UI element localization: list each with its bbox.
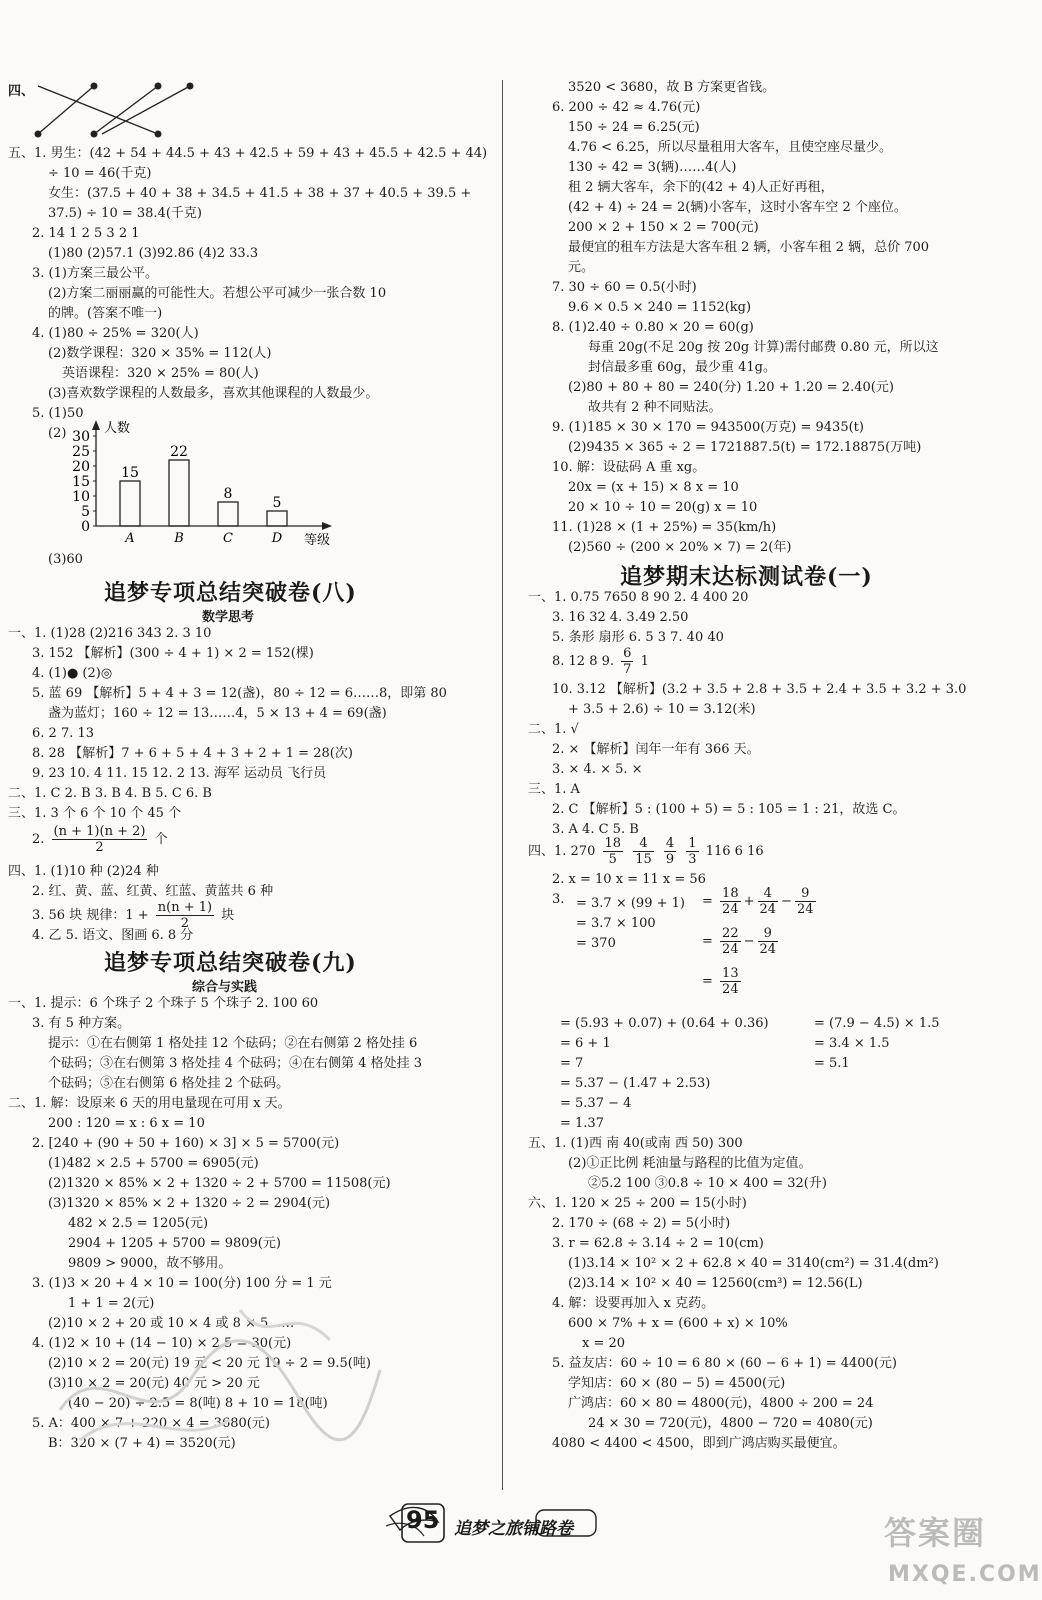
text-line: 2. × 【解析】闰年一年有 366 天。 bbox=[552, 742, 760, 757]
bar-d bbox=[267, 511, 287, 526]
text-line: 个砝码；⑤在右侧第 6 格处挂 2 个砝码。 bbox=[48, 1076, 290, 1091]
fraction bbox=[156, 900, 214, 931]
text-line: 9. 23 10. 4 11. 15 12. 2 13. 海军 运动员 飞行员 bbox=[32, 766, 327, 781]
formula-line bbox=[32, 824, 168, 855]
text-line: (2)560 ÷ (200 × 20% × 7) = 2(年) bbox=[568, 540, 792, 555]
text-line: 482 × 2.5 = 1205(元) bbox=[68, 1216, 209, 1231]
calc-line: = (5.93 + 0.07) + (0.64 + 0.36) bbox=[560, 1016, 769, 1031]
numerator: 18 bbox=[722, 886, 739, 901]
numerator: n(n + 1) bbox=[157, 900, 213, 915]
text-line: (1)482 × 2.5 + 5700 = 6905(元) bbox=[48, 1156, 259, 1171]
denominator: 3 bbox=[688, 852, 697, 867]
text-line: 3. r = 62.8 ÷ 3.14 ÷ 2 = 10(cm) bbox=[552, 1236, 764, 1251]
text-line: ②5.2 100 ③0.8 ÷ 10 × 400 = 32(升) bbox=[588, 1176, 827, 1191]
text-line: 6. 2 7. 13 bbox=[32, 726, 95, 741]
text-line: 5. 益友店：60 ÷ 10 = 6 80 × (60 − 6 + 1) = 4400(元) bbox=[552, 1356, 897, 1371]
denominator: 24 bbox=[722, 982, 739, 997]
column-divider bbox=[502, 80, 503, 1490]
text-line: 1 + 1 = 2(元) bbox=[68, 1296, 155, 1311]
text-line: 9809 > 9000，故不够用。 bbox=[68, 1256, 232, 1271]
text-line: 200 : 120 = x : 6 x = 10 bbox=[48, 1116, 205, 1131]
calc-line: = 3.7 × (99 + 1) bbox=[576, 896, 685, 911]
bar-chart bbox=[62, 416, 382, 546]
section-heading: 追梦专项总结突破卷(八) bbox=[104, 580, 357, 606]
watermark bbox=[880, 1500, 1042, 1596]
fraction bbox=[621, 646, 633, 677]
bar-value-label: 8 bbox=[223, 486, 233, 502]
text-line: 盏为蓝灯；160 ÷ 12 = 13……4，5 × 13 + 4 = 69(盏) bbox=[48, 706, 387, 721]
x-axis-arrow bbox=[322, 522, 332, 530]
text-line: 英语课程：320 × 25% = 80(人) bbox=[62, 366, 259, 381]
text-line: 一、1. (1)28 (2)216 343 2. 3 10 bbox=[8, 626, 212, 641]
text-line: (2)10 × 2 = 20(元) 19 元 < 20 元 19 ÷ 2 = 9.5(吨) bbox=[48, 1356, 371, 1371]
numerator: 4 bbox=[665, 836, 675, 851]
text-line: 3. (1)方案三最公平。 bbox=[32, 266, 158, 281]
calc-line: = 6 + 1 bbox=[560, 1036, 611, 1051]
watermark-text-top: 答案圈 bbox=[884, 1514, 987, 1552]
item-number: 2. bbox=[32, 832, 45, 847]
brand-logo-text: 追梦之旅铺路卷 bbox=[454, 1519, 573, 1539]
text-line: 4. 乙 5. 语文、图画 6. 8 分 bbox=[32, 928, 194, 943]
match-dot bbox=[155, 131, 162, 138]
x-tick-label: A bbox=[125, 531, 135, 546]
text-line: (2)数学课程：320 × 35% = 112(人) bbox=[48, 346, 272, 361]
text-line: 个砝码；③在右侧第 3 格处挂 4 个砝码；④在右侧第 4 格处挂 3 bbox=[48, 1056, 423, 1071]
fraction bbox=[795, 886, 816, 917]
section-subheading: 综合与实践 bbox=[192, 980, 258, 995]
denominator: 15 bbox=[635, 852, 652, 867]
unit-text: 个 bbox=[154, 832, 168, 847]
denominator: 24 bbox=[722, 902, 739, 917]
text-line: 一、1. 0.75 7650 8 90 2. 4 400 20 bbox=[528, 590, 749, 605]
text-line: (3)10 × 2 = 20(元) 40 元 > 20 元 bbox=[48, 1376, 260, 1391]
text-line: 24 × 30 = 720(元)，4800 − 720 = 4080(元) bbox=[588, 1416, 873, 1431]
text-line: 三、1. A bbox=[528, 782, 580, 797]
denominator: 5 bbox=[608, 852, 617, 867]
watermark-text-bottom: MXQE.COM bbox=[888, 1562, 1042, 1587]
text-line: 广鸿店：60 × 80 = 4800(元)，4800 ÷ 200 = 24 bbox=[568, 1396, 874, 1411]
formula-line: = $\frac{18}{24}$ + $\frac{4}{24}$ − $\frac{9}{24}$ bbox=[702, 886, 814, 917]
text-line: 2904 + 1205 + 5700 = 9809(元) bbox=[68, 1236, 281, 1251]
section-4-label: 四、 bbox=[8, 84, 35, 99]
numerator: 6 bbox=[623, 646, 632, 661]
bar-value-label: 22 bbox=[170, 444, 188, 460]
match-line bbox=[38, 86, 94, 134]
text-line: 2. 170 ÷ (68 ÷ 2) = 5(小时) bbox=[552, 1216, 731, 1231]
text-line: (1)3.14 × 10² × 2 + 62.8 × 40 = 3140(cm²) = 31.4(dm²) bbox=[568, 1256, 939, 1271]
page-number: 95 bbox=[406, 1506, 440, 1534]
x-tick-label: B bbox=[174, 531, 184, 546]
equals-sign: = bbox=[702, 894, 713, 909]
text-line: 5. 蓝 69 【解析】5 + 4 + 3 = 12(盏)，80 ÷ 12 = 6……8，即第 80 bbox=[32, 686, 447, 701]
match-dot bbox=[155, 83, 162, 90]
equals-sign: = bbox=[702, 934, 713, 949]
text-line: 3. 152 【解析】(300 ÷ 4 + 1) × 2 = 152(棵) bbox=[32, 646, 314, 661]
numerator: 13 bbox=[722, 966, 739, 981]
calc-line: = (7.9 − 4.5) × 1.5 bbox=[814, 1016, 940, 1031]
calc-line: = 370 bbox=[576, 936, 616, 951]
numerator: 4 bbox=[633, 836, 654, 852]
text-line: 提示：①在右侧第 1 格处挂 12 个砝码；②在右侧第 2 格处挂 6 bbox=[48, 1036, 418, 1051]
text-line: 8. 28 【解析】7 + 6 + 5 + 4 + 3 + 2 + 1 = 28(次) bbox=[32, 746, 353, 761]
section-heading: 追梦专项总结突破卷(九) bbox=[104, 950, 357, 976]
fraction bbox=[720, 926, 741, 957]
formula-line bbox=[702, 966, 744, 997]
formula-prefix: 四、1. 270 bbox=[528, 844, 596, 859]
text-line: 3. (1)3 × 20 + 4 × 10 = 100(分) 100 分 = 1 元 bbox=[32, 1276, 332, 1291]
formula-line bbox=[32, 900, 234, 931]
text-line: 故共有 2 种不同贴法。 bbox=[588, 400, 722, 415]
y-tick-label: 25 bbox=[72, 444, 90, 460]
text-line: 8. (1)2.40 ÷ 0.80 × 20 = 60(g) bbox=[552, 320, 754, 335]
match-dot bbox=[91, 83, 98, 90]
match-line bbox=[38, 86, 158, 134]
numerator: 9 bbox=[795, 886, 816, 902]
y-tick-label: 0 bbox=[81, 519, 90, 535]
text-line: 4. (1)80 ÷ 25% = 320(人) bbox=[32, 326, 199, 341]
bar-c bbox=[218, 502, 238, 526]
formula-line: = $\frac{22}{24}$ − $\frac{9}{24}$ bbox=[702, 926, 777, 957]
text-line: ÷ 10 = 46(千克) bbox=[48, 166, 152, 181]
match-dot bbox=[35, 131, 42, 138]
text-line: 租 2 辆大客车，余下的(42 + 4)人正好再租， bbox=[568, 180, 834, 195]
text-line: (2)80 + 80 + 80 = 240(分) 1.20 + 1.20 = 2.40(元) bbox=[568, 380, 894, 395]
text-line: 2. [240 + (90 + 50 + 160) × 3] × 5 = 5700(元) bbox=[32, 1136, 340, 1151]
text-line: 2. x = 10 x = 11 x = 56 bbox=[552, 872, 706, 887]
denominator: 24 bbox=[759, 902, 777, 917]
calc-line: = 7 bbox=[560, 1056, 584, 1071]
text-line: x = 20 bbox=[582, 1336, 626, 1351]
formula-line bbox=[552, 646, 649, 677]
text-line: (2)9435 × 365 ÷ 2 = 1721887.5(t) = 172.18875(万吨) bbox=[568, 440, 922, 455]
text-line: 一、1. 提示：6 个珠子 2 个珠子 5 个珠子 2. 100 60 bbox=[8, 996, 319, 1011]
denominator: 2 bbox=[95, 840, 104, 855]
text-line: (2)10 × 2 + 20 或 10 × 4 或 8 × 5…… bbox=[48, 1316, 295, 1331]
fraction bbox=[720, 966, 741, 997]
text-line: 150 ÷ 24 = 6.25(元) bbox=[568, 120, 700, 135]
text-line: 6. 200 ÷ 42 ≈ 4.76(元) bbox=[552, 100, 701, 115]
text-line: 4.76 < 6.25，所以尽量租用大客车，且使空座尽量少。 bbox=[568, 140, 893, 155]
text-line: 二、1. √ bbox=[528, 722, 579, 737]
bar-value-label: 5 bbox=[272, 495, 282, 511]
text-line: 37.5) ÷ 10 = 38.4(千克) bbox=[48, 206, 202, 221]
text-line: 六、1. 120 × 25 ÷ 200 = 15(小时) bbox=[528, 1196, 747, 1211]
equals-sign: = bbox=[702, 974, 713, 989]
text-line: 封信最多重 60g，最少重 41g。 bbox=[588, 360, 776, 375]
text-line: 4080 < 4400 < 4500，即到广鸿店购买最便宜。 bbox=[552, 1436, 846, 1451]
text-line: 20 × 10 ÷ 10 = 20(g) x = 10 bbox=[568, 500, 758, 515]
bar-b bbox=[169, 460, 189, 526]
answer-text: 1 bbox=[640, 654, 649, 669]
y-tick-label: 30 bbox=[72, 429, 90, 445]
denominator: 24 bbox=[722, 942, 739, 957]
text-line: (42 + 4) ÷ 24 = 2(辆)小客车，这时小客车空 2 个座位。 bbox=[568, 200, 907, 215]
text-line: 3. × 4. × 5. × bbox=[552, 762, 643, 777]
text-line: 5. (1)50 bbox=[32, 406, 84, 421]
text-line: 600 × 7% + x = (600 + x) × 10% bbox=[568, 1316, 788, 1331]
text-line: 学知店：60 × (80 − 5) = 4500(元) bbox=[568, 1376, 786, 1391]
text-line: 每重 20g(不足 20g 按 20g 计算)需付邮费 0.80 元，所以这 bbox=[588, 340, 939, 355]
text-line: 5. A：400 × 7 + 220 × 4 = 3680(元) bbox=[32, 1416, 270, 1431]
bar-a bbox=[120, 481, 140, 526]
fraction bbox=[52, 824, 148, 855]
text-line: 三、1. 3 个 6 个 10 个 45 个 bbox=[8, 806, 182, 821]
match-line bbox=[102, 86, 190, 134]
match-line bbox=[94, 86, 158, 134]
text-line: B：320 × (7 + 4) = 3520(元) bbox=[48, 1436, 236, 1451]
text-line: 9.6 × 0.5 × 240 = 1152(kg) bbox=[568, 300, 752, 315]
faint-watermark-scribble bbox=[40, 1290, 400, 1460]
fraction bbox=[758, 886, 779, 917]
text-line: 10. 解：设砝码 A 重 xg。 bbox=[552, 460, 706, 475]
numerator: 22 bbox=[722, 926, 739, 941]
text-line: (2)1320 × 85% × 2 + 1320 ÷ 2 + 5700 = 11508(元) bbox=[48, 1176, 391, 1191]
text-line: 200 × 2 + 150 × 2 = 700(元) bbox=[568, 220, 759, 235]
fraction bbox=[603, 836, 624, 867]
y-axis-label: 人数 bbox=[104, 421, 131, 436]
numerator: (n + 1)(n + 2) bbox=[53, 824, 146, 839]
text-line: 二、1. C 2. B 3. B 4. B 5. C 6. B bbox=[8, 786, 212, 801]
y-tick-label: 15 bbox=[72, 474, 90, 490]
calc-line: = 1.37 bbox=[560, 1116, 604, 1131]
match-dot bbox=[91, 131, 98, 138]
text-line: 四、1. (1)10 种 (2)24 种 bbox=[8, 864, 159, 879]
text-line: (2)①正比例 耗油量与路程的比值为定值。 bbox=[568, 1156, 812, 1171]
numerator: 9 bbox=[758, 926, 779, 942]
denominator: 7 bbox=[623, 662, 632, 677]
unit-text: 块 bbox=[221, 908, 235, 923]
text-line: 10. 3.12 【解析】(3.2 + 3.5 + 2.8 + 3.5 + 2.4 + 3.5 + 3.2 + 3.0 bbox=[552, 682, 967, 697]
text-line: 五、1. 男生：(42 + 54 + 44.5 + 43 + 42.5 + 59 + 43 + 45.5 + 42.5 + 44) bbox=[8, 146, 488, 161]
calc-line: = 3.7 × 100 bbox=[576, 916, 656, 931]
page-footer bbox=[380, 1496, 620, 1556]
denominator: 24 bbox=[759, 942, 777, 957]
section-heading: 追梦期末达标测试卷(一) bbox=[620, 564, 873, 590]
fraction bbox=[758, 926, 779, 957]
text-line: (2)方案二丽丽赢的可能性大。若想公平可减少一张合数 10 bbox=[48, 286, 387, 301]
y-axis-arrow bbox=[92, 420, 100, 430]
x-axis-label: 等级 bbox=[304, 533, 331, 548]
section-subheading: 数学思考 bbox=[202, 610, 255, 625]
text-line: (2)3.14 × 10² × 40 = 12560(cm³) = 12.56(L) bbox=[568, 1276, 863, 1291]
text-line: 20x = (x + 15) × 8 x = 10 bbox=[568, 480, 739, 495]
text-line: 女生：(37.5 + 40 + 38 + 34.5 + 41.5 + 38 + 37 + 40.5 + 39.5 + bbox=[48, 186, 472, 201]
numerator: 4 bbox=[758, 886, 779, 902]
y-tick-label: 10 bbox=[72, 489, 90, 505]
formula-prefix: 3. 56 块 规律：1 + bbox=[32, 908, 149, 923]
denominator: 2 bbox=[180, 916, 190, 931]
text-line: 2. C 【解析】5 : (100 + 5) = 5 : 105 = 1 : 21，故选 C。 bbox=[552, 802, 906, 817]
text-line: 二、1. 解：设原来 6 天的用电量现在可用 x 天。 bbox=[8, 1096, 291, 1111]
text-line: 4. 解：设要再加入 x 克药。 bbox=[552, 1296, 715, 1311]
text-line: 7. 30 ÷ 60 = 0.5(小时) bbox=[552, 280, 697, 295]
text-line: 9. (1)185 × 30 × 170 = 943500(万克) = 9435(t) bbox=[552, 420, 864, 435]
calc-line: = 5.37 − 4 bbox=[560, 1096, 632, 1111]
text-line: 2. 红、黄、蓝、红黄、红蓝、黄蓝共 6 种 bbox=[32, 884, 274, 899]
text-line: (40 − 20) ÷ 2.5 = 8(吨) 8 + 10 = 18(吨) bbox=[68, 1396, 328, 1411]
x-tick-label: D bbox=[271, 531, 283, 546]
text-line: 2. 14 1 2 5 3 2 1 bbox=[32, 226, 140, 241]
y-tick-label: 20 bbox=[72, 459, 90, 475]
text-line: 元。 bbox=[568, 260, 595, 275]
text-line: + 3.5 + 2.6) ÷ 10 = 3.12(米) bbox=[568, 702, 756, 717]
text-line: (3)1320 × 85% × 2 + 1320 ÷ 2 = 2904(元) bbox=[48, 1196, 331, 1211]
formula-prefix: 8. 12 8 9. bbox=[552, 654, 615, 669]
numerator: 1 bbox=[688, 836, 697, 851]
numerator: 18 bbox=[604, 836, 622, 851]
calc-line: = 3.4 × 1.5 bbox=[814, 1036, 890, 1051]
denominator: 9 bbox=[665, 852, 675, 867]
text-line: 4. (1)2 × 10 + (14 − 10) × 2.5 = 30(元) bbox=[32, 1336, 292, 1351]
text-line: 5. 条形 扇形 6. 5 3 7. 40 40 bbox=[552, 630, 724, 645]
matching-lines-diagram bbox=[32, 80, 202, 142]
x-tick-label: C bbox=[223, 531, 233, 546]
fraction bbox=[686, 836, 698, 867]
bar-value-label: 15 bbox=[121, 465, 139, 481]
text-line: (2) bbox=[48, 426, 67, 441]
fraction bbox=[633, 836, 654, 867]
text-line: 3. A 4. C 5. B bbox=[552, 822, 639, 837]
formula-line bbox=[528, 836, 764, 867]
text-line: 3. 有 5 种方案。 bbox=[32, 1016, 131, 1031]
fraction bbox=[720, 886, 741, 917]
text-line: 130 ÷ 42 = 3(辆)……4(人) bbox=[568, 160, 737, 175]
text-line: (3)60 bbox=[48, 552, 83, 567]
text-line: (1)80 (2)57.1 (3)92.86 (4)2 33.3 bbox=[48, 246, 259, 261]
denominator: 24 bbox=[796, 902, 814, 917]
text-line: 的牌。(答案不唯一) bbox=[48, 306, 163, 321]
text-line: (3)喜欢数学课程的人数最多，喜欢其他课程的人数最少。 bbox=[48, 386, 379, 401]
y-tick-label: 5 bbox=[81, 504, 90, 520]
calc-line: = 5.1 bbox=[814, 1056, 850, 1071]
text-line: 最便宜的租车方法是大客车租 2 辆，小客车租 2 辆，总价 700 bbox=[568, 240, 930, 255]
text-line: 3. 16 32 4. 3.49 2.50 bbox=[552, 610, 689, 625]
text-line: 3520 < 3680，故 B 方案更省钱。 bbox=[568, 80, 776, 95]
fraction bbox=[664, 836, 676, 867]
text-line: 4. (1)● (2)◎ bbox=[32, 666, 113, 681]
text-line: 五、1. (1)西 南 40(或南 西 50) 300 bbox=[528, 1136, 743, 1151]
item-number: 3. bbox=[552, 892, 565, 907]
answer-text: 116 6 16 bbox=[705, 844, 764, 859]
calc-line: = 5.37 − (1.47 + 2.53) bbox=[560, 1076, 711, 1091]
text-line: 11. (1)28 × (1 + 25%) = 35(km/h) bbox=[552, 520, 777, 535]
